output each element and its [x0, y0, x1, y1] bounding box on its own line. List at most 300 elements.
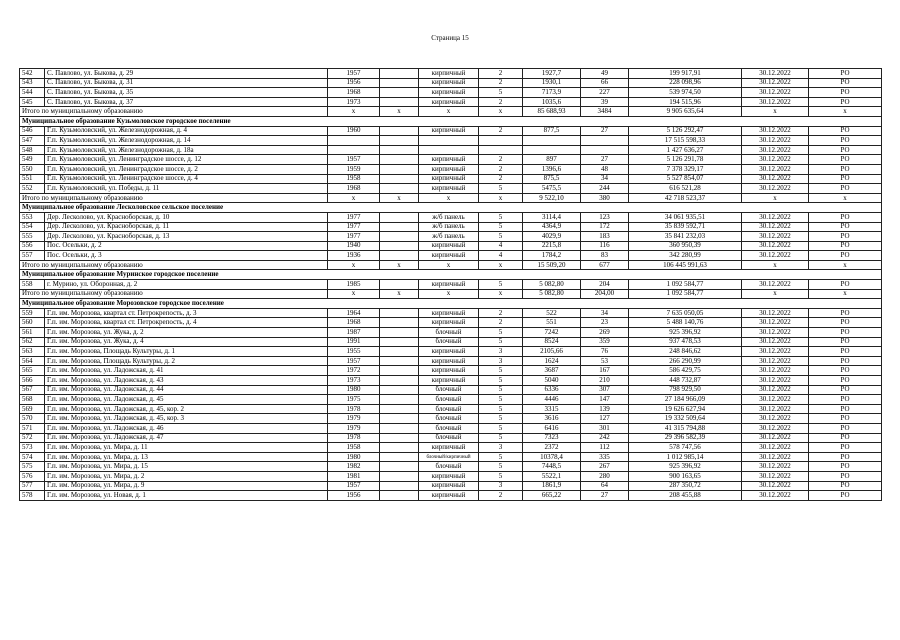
row-number-cell: 557: [20, 251, 45, 261]
operator-cell: РО: [809, 241, 882, 251]
year-built-cell: 1978: [328, 433, 380, 443]
operator-cell: РО: [809, 481, 882, 491]
residents-cell: 210: [581, 376, 629, 386]
total-extra-cell: x: [380, 107, 419, 117]
extra-cell: [380, 414, 419, 424]
cost-cell: 194 515,96: [629, 97, 742, 107]
extra-cell: [380, 481, 419, 491]
deadline-cell: 30.12.2022: [742, 404, 809, 414]
municipality-header-row: [20, 299, 882, 309]
wall-material-cell: кирпичный: [419, 356, 479, 366]
address-cell: Г.п. им. Морозова, Площадь Культуры, д. 1: [45, 347, 328, 357]
deadline-cell: 30.12.2022: [742, 69, 809, 79]
area-cell: 1396,6: [523, 164, 581, 174]
wall-material-cell: кирпичный: [419, 78, 479, 88]
wall-material-cell: ж/б панель: [419, 212, 479, 222]
address-cell: Г.п. им. Морозова, ул. Мира, д. 2: [45, 471, 328, 481]
floors-cell: 5: [479, 385, 523, 395]
table-body: [20, 69, 882, 501]
address-cell: Дер. Лесколово, ул. Красноборская, д. 11: [45, 222, 328, 232]
deadline-cell: 30.12.2022: [742, 462, 809, 472]
total-wall-material-cell: x: [419, 289, 479, 299]
area-cell: 4364,9: [523, 222, 581, 232]
operator-cell: РО: [809, 462, 882, 472]
deadline-cell: 30.12.2022: [742, 328, 809, 338]
year-built-cell: [328, 145, 380, 155]
wall-material-cell: кирпичный: [419, 126, 479, 136]
row-number-cell: 551: [20, 174, 45, 184]
table-row: [20, 395, 882, 405]
extra-cell: [380, 232, 419, 242]
row-number-cell: 573: [20, 443, 45, 453]
municipality-name: Муниципальное образование Лесколовское сельское поселение: [20, 203, 882, 213]
residents-cell: 227: [581, 88, 629, 98]
address-cell: Г.п. им. Морозова, ул. Ладожская, д. 45: [45, 395, 328, 405]
extra-cell: [380, 212, 419, 222]
area-cell: 522: [523, 308, 581, 318]
area-cell: 2372: [523, 443, 581, 453]
table-row: [20, 462, 882, 472]
residents-cell: 34: [581, 308, 629, 318]
area-cell: 1035,6: [523, 97, 581, 107]
total-area-cell: 5 082,80: [523, 289, 581, 299]
floors-cell: 2: [479, 78, 523, 88]
operator-cell: РО: [809, 126, 882, 136]
residents-cell: 183: [581, 232, 629, 242]
deadline-cell: 30.12.2022: [742, 491, 809, 501]
total-label: Итого по муниципальному образованию: [20, 107, 328, 117]
total-area-cell: 85 688,93: [523, 107, 581, 117]
row-number-cell: 566: [20, 376, 45, 386]
row-number-cell: 567: [20, 385, 45, 395]
wall-material-cell: [419, 136, 479, 146]
year-built-cell: 1978: [328, 404, 380, 414]
deadline-cell: 30.12.2022: [742, 174, 809, 184]
operator-cell: РО: [809, 88, 882, 98]
area-cell: 7242: [523, 328, 581, 338]
residents-cell: 359: [581, 337, 629, 347]
row-number-cell: 577: [20, 481, 45, 491]
floors-cell: 4: [479, 251, 523, 261]
address-cell: Г.п. им. Морозова, ул. Мира, д. 9: [45, 481, 328, 491]
cost-cell: 266 290,99: [629, 356, 742, 366]
year-built-cell: 1973: [328, 376, 380, 386]
extra-cell: [380, 97, 419, 107]
table-row: [20, 164, 882, 174]
operator-cell: РО: [809, 164, 882, 174]
operator-cell: РО: [809, 308, 882, 318]
total-label: Итого по муниципальному образованию: [20, 260, 328, 270]
total-row: [20, 107, 882, 117]
extra-cell: [380, 145, 419, 155]
operator-cell: РО: [809, 78, 882, 88]
floors-cell: 5: [479, 376, 523, 386]
row-number-cell: 556: [20, 241, 45, 251]
total-floors-cell: x: [479, 289, 523, 299]
floors-cell: 5: [479, 222, 523, 232]
row-number-cell: 543: [20, 78, 45, 88]
extra-cell: [380, 308, 419, 318]
floors-cell: 3: [479, 481, 523, 491]
year-built-cell: 1955: [328, 347, 380, 357]
residents-cell: 147: [581, 395, 629, 405]
floors-cell: 4: [479, 241, 523, 251]
extra-cell: [380, 136, 419, 146]
table-row: [20, 222, 882, 232]
deadline-cell: 30.12.2022: [742, 423, 809, 433]
extra-cell: [380, 366, 419, 376]
address-cell: Г.п. им. Морозова, ул. Ладожская, д. 44: [45, 385, 328, 395]
year-built-cell: 1964: [328, 308, 380, 318]
row-number-cell: 555: [20, 232, 45, 242]
cost-cell: 937 478,53: [629, 337, 742, 347]
residents-cell: 127: [581, 414, 629, 424]
cost-cell: 360 950,39: [629, 241, 742, 251]
wall-material-cell: кирпичный: [419, 164, 479, 174]
total-residents-cell: 3484: [581, 107, 629, 117]
deadline-cell: 30.12.2022: [742, 78, 809, 88]
extra-cell: [380, 395, 419, 405]
deadline-cell: 30.12.2022: [742, 481, 809, 491]
cost-cell: 1 012 985,14: [629, 452, 742, 462]
floors-cell: 2: [479, 318, 523, 328]
row-number-cell: 552: [20, 184, 45, 194]
cost-cell: 616 521,28: [629, 184, 742, 194]
floors-cell: 5: [479, 404, 523, 414]
deadline-cell: 30.12.2022: [742, 222, 809, 232]
cost-cell: 578 747,56: [629, 443, 742, 453]
extra-cell: [380, 241, 419, 251]
cost-cell: 1 092 584,77: [629, 280, 742, 290]
deadline-cell: 30.12.2022: [742, 433, 809, 443]
floors-cell: 5: [479, 366, 523, 376]
floors-cell: 3: [479, 356, 523, 366]
municipality-header-row: [20, 203, 882, 213]
year-built-cell: 1980: [328, 452, 380, 462]
operator-cell: РО: [809, 452, 882, 462]
cost-cell: 208 455,88: [629, 491, 742, 501]
table-row: [20, 145, 882, 155]
table-row: [20, 318, 882, 328]
table-row: [20, 433, 882, 443]
year-built-cell: 1960: [328, 126, 380, 136]
table-row: [20, 423, 882, 433]
wall-material-cell: блочный: [419, 404, 479, 414]
table-row: [20, 126, 882, 136]
row-number-cell: 563: [20, 347, 45, 357]
operator-cell: РО: [809, 376, 882, 386]
year-built-cell: 1936: [328, 251, 380, 261]
residents-cell: 269: [581, 328, 629, 338]
operator-cell: РО: [809, 423, 882, 433]
area-cell: 3114,4: [523, 212, 581, 222]
operator-cell: РО: [809, 318, 882, 328]
total-floors-cell: x: [479, 260, 523, 270]
deadline-cell: 30.12.2022: [742, 251, 809, 261]
extra-cell: [380, 328, 419, 338]
total-year-built-cell: x: [328, 107, 380, 117]
floors-cell: 2: [479, 308, 523, 318]
total-operator-cell: x: [809, 193, 882, 203]
floors-cell: 2: [479, 126, 523, 136]
total-wall-material-cell: x: [419, 107, 479, 117]
extra-cell: [380, 471, 419, 481]
year-built-cell: 1987: [328, 328, 380, 338]
wall-material-cell: кирпичный: [419, 97, 479, 107]
row-number-cell: 550: [20, 164, 45, 174]
cost-cell: 34 061 935,51: [629, 212, 742, 222]
cost-cell: 5 488 140,76: [629, 318, 742, 328]
municipality-name: Муниципальное образование Муринское городское поселение: [20, 270, 882, 280]
row-number-cell: 559: [20, 308, 45, 318]
cost-cell: 1 427 636,27: [629, 145, 742, 155]
residents-cell: 123: [581, 212, 629, 222]
operator-cell: РО: [809, 433, 882, 443]
year-built-cell: 1981: [328, 471, 380, 481]
year-built-cell: 1972: [328, 366, 380, 376]
residents-cell: 66: [581, 78, 629, 88]
cost-cell: 5 527 854,07: [629, 174, 742, 184]
wall-material-cell: кирпичный: [419, 155, 479, 165]
residents-cell: 23: [581, 318, 629, 328]
table-row: [20, 337, 882, 347]
area-cell: 4446: [523, 395, 581, 405]
row-number-cell: 561: [20, 328, 45, 338]
wall-material-cell: кирпичный: [419, 174, 479, 184]
total-label: Итого по муниципальному образованию: [20, 193, 328, 203]
residents-cell: 39: [581, 97, 629, 107]
address-cell: Г.п. им. Морозова, ул. Мира, д. 15: [45, 462, 328, 472]
extra-cell: [380, 433, 419, 443]
cost-cell: 448 732,87: [629, 376, 742, 386]
floors-cell: 5: [479, 433, 523, 443]
extra-cell: [380, 126, 419, 136]
table-row: [20, 97, 882, 107]
cost-cell: 586 429,75: [629, 366, 742, 376]
area-cell: [523, 145, 581, 155]
table-row: [20, 88, 882, 98]
table-row: [20, 308, 882, 318]
cost-cell: 7 378 329,17: [629, 164, 742, 174]
residents-cell: 307: [581, 385, 629, 395]
total-wall-material-cell: x: [419, 193, 479, 203]
wall-material-cell: кирпичный: [419, 491, 479, 501]
extra-cell: [380, 251, 419, 261]
table-row: [20, 356, 882, 366]
cost-cell: 900 163,65: [629, 471, 742, 481]
deadline-cell: 30.12.2022: [742, 443, 809, 453]
deadline-cell: 30.12.2022: [742, 347, 809, 357]
row-number-cell: 549: [20, 155, 45, 165]
wall-material-cell: кирпичный: [419, 318, 479, 328]
wall-material-cell: кирпичный: [419, 347, 479, 357]
year-built-cell: 1957: [328, 69, 380, 79]
row-number-cell: 575: [20, 462, 45, 472]
deadline-cell: 30.12.2022: [742, 155, 809, 165]
floors-cell: 5: [479, 212, 523, 222]
deadline-cell: 30.12.2022: [742, 212, 809, 222]
operator-cell: РО: [809, 471, 882, 481]
residents-cell: 27: [581, 155, 629, 165]
operator-cell: РО: [809, 414, 882, 424]
address-cell: Г.п. им. Морозова, ул. Ладожская, д. 47: [45, 433, 328, 443]
operator-cell: РО: [809, 184, 882, 194]
area-cell: 551: [523, 318, 581, 328]
extra-cell: [380, 280, 419, 290]
residents-cell: 267: [581, 462, 629, 472]
table-row: [20, 328, 882, 338]
address-cell: Г.п. им. Морозова, квартал ст. Петрокрепость, д. 3: [45, 308, 328, 318]
cost-cell: 248 846,62: [629, 347, 742, 357]
extra-cell: [380, 184, 419, 194]
address-cell: Г.п. Кузьмоловский, ул. Победы, д. 11: [45, 184, 328, 194]
extra-cell: [380, 404, 419, 414]
wall-material-cell: кирпичный: [419, 308, 479, 318]
residents-cell: 64: [581, 481, 629, 491]
total-year-built-cell: x: [328, 193, 380, 203]
total-year-built-cell: x: [328, 260, 380, 270]
total-extra-cell: x: [380, 289, 419, 299]
row-number-cell: 570: [20, 414, 45, 424]
year-built-cell: 1959: [328, 164, 380, 174]
table-row: [20, 69, 882, 79]
wall-material-cell: кирпичный: [419, 471, 479, 481]
table-row: [20, 232, 882, 242]
housing-register-table: [19, 68, 882, 501]
row-number-cell: 560: [20, 318, 45, 328]
residents-cell: 83: [581, 251, 629, 261]
residents-cell: 335: [581, 452, 629, 462]
address-cell: Г.п. Кузьмоловский, ул. Железнодорожная, д. 14: [45, 136, 328, 146]
operator-cell: РО: [809, 174, 882, 184]
deadline-cell: 30.12.2022: [742, 452, 809, 462]
extra-cell: [380, 78, 419, 88]
extra-cell: [380, 443, 419, 453]
wall-material-cell: блочный: [419, 414, 479, 424]
operator-cell: РО: [809, 280, 882, 290]
total-label: Итого по муниципальному образованию: [20, 289, 328, 299]
cost-cell: 287 350,72: [629, 481, 742, 491]
table-row: [20, 481, 882, 491]
table-row: [20, 491, 882, 501]
year-built-cell: [328, 136, 380, 146]
year-built-cell: 1977: [328, 212, 380, 222]
floors-cell: 5: [479, 88, 523, 98]
floors-cell: 5: [479, 328, 523, 338]
address-cell: Г.п. им. Морозова, ул. Жука, д. 2: [45, 328, 328, 338]
address-cell: Г.п. Кузьмоловский, ул. Ленинградское шоссе, д. 4: [45, 174, 328, 184]
wall-material-cell: кирпичный: [419, 184, 479, 194]
wall-material-cell: ж/б панель: [419, 232, 479, 242]
wall-material-cell: кирпичный: [419, 481, 479, 491]
floors-cell: 3: [479, 443, 523, 453]
total-row: [20, 289, 882, 299]
residents-cell: 27: [581, 491, 629, 501]
deadline-cell: 30.12.2022: [742, 164, 809, 174]
cost-cell: 29 396 582,39: [629, 433, 742, 443]
area-cell: 6416: [523, 423, 581, 433]
year-built-cell: 1982: [328, 462, 380, 472]
address-cell: Г.п. Кузьмоловский, ул. Ленинградское шоссе, д. 12: [45, 155, 328, 165]
floors-cell: 5: [479, 232, 523, 242]
wall-material-cell: блочный: [419, 433, 479, 443]
address-cell: Г.п. им. Морозова, ул. Мира, д. 11: [45, 443, 328, 453]
row-number-cell: 547: [20, 136, 45, 146]
floors-cell: [479, 136, 523, 146]
wall-material-cell: блочный: [419, 395, 479, 405]
address-cell: С. Павлово, ул. Быкова, д. 29: [45, 69, 328, 79]
floors-cell: 5: [479, 423, 523, 433]
address-cell: Г.п. Кузьмоловский, ул. Ленинградское шоссе, д. 2: [45, 164, 328, 174]
extra-cell: [380, 491, 419, 501]
operator-cell: РО: [809, 356, 882, 366]
address-cell: Г.п. им. Морозова, ул. Ладожская, д. 46: [45, 423, 328, 433]
address-cell: Пос. Осельки, д. 3: [45, 251, 328, 261]
total-residents-cell: 380: [581, 193, 629, 203]
total-cost-cell: 1 092 584,77: [629, 289, 742, 299]
row-number-cell: 565: [20, 366, 45, 376]
wall-material-cell: [419, 145, 479, 155]
table-row: [20, 174, 882, 184]
row-number-cell: 545: [20, 97, 45, 107]
operator-cell: РО: [809, 491, 882, 501]
residents-cell: 167: [581, 366, 629, 376]
residents-cell: 244: [581, 184, 629, 194]
wall-material-cell: блочный: [419, 462, 479, 472]
deadline-cell: 30.12.2022: [742, 385, 809, 395]
address-cell: Г.п. им. Морозова, ул. Ладожская, д. 41: [45, 366, 328, 376]
year-built-cell: 1957: [328, 481, 380, 491]
area-cell: 1927,7: [523, 69, 581, 79]
table-row: [20, 414, 882, 424]
address-cell: г. Мурино, ул. Оборонная, д. 2: [45, 280, 328, 290]
row-number-cell: 553: [20, 212, 45, 222]
total-extra-cell: x: [380, 193, 419, 203]
extra-cell: [380, 423, 419, 433]
address-cell: С. Павлово, ул. Быкова, д. 37: [45, 97, 328, 107]
cost-cell: 199 917,91: [629, 69, 742, 79]
year-built-cell: 1979: [328, 423, 380, 433]
deadline-cell: 30.12.2022: [742, 395, 809, 405]
residents-cell: 280: [581, 471, 629, 481]
area-cell: 897: [523, 155, 581, 165]
area-cell: 5475,5: [523, 184, 581, 194]
operator-cell: РО: [809, 212, 882, 222]
area-cell: 5 082,80: [523, 280, 581, 290]
floors-cell: 5: [479, 184, 523, 194]
address-cell: Г.п. им. Морозова, ул. Новая, д. 1: [45, 491, 328, 501]
residents-cell: 49: [581, 69, 629, 79]
residents-cell: 116: [581, 241, 629, 251]
total-deadline-cell: x: [742, 260, 809, 270]
operator-cell: РО: [809, 251, 882, 261]
table-row: [20, 452, 882, 462]
address-cell: Г.п. Кузьмоловский, ул. Железнодорожная, д. 4: [45, 126, 328, 136]
page-title: Страница 15: [431, 34, 469, 42]
year-built-cell: 1973: [328, 97, 380, 107]
table-row: [20, 443, 882, 453]
extra-cell: [380, 337, 419, 347]
wall-material-cell: кирпичный: [419, 366, 479, 376]
total-deadline-cell: x: [742, 107, 809, 117]
row-number-cell: 576: [20, 471, 45, 481]
area-cell: 4029,9: [523, 232, 581, 242]
wall-material-cell: кирпичный: [419, 443, 479, 453]
address-cell: Г.п. им. Морозова, квартал ст. Петрокрепость, д. 4: [45, 318, 328, 328]
extra-cell: [380, 356, 419, 366]
table-row: [20, 78, 882, 88]
row-number-cell: 569: [20, 404, 45, 414]
